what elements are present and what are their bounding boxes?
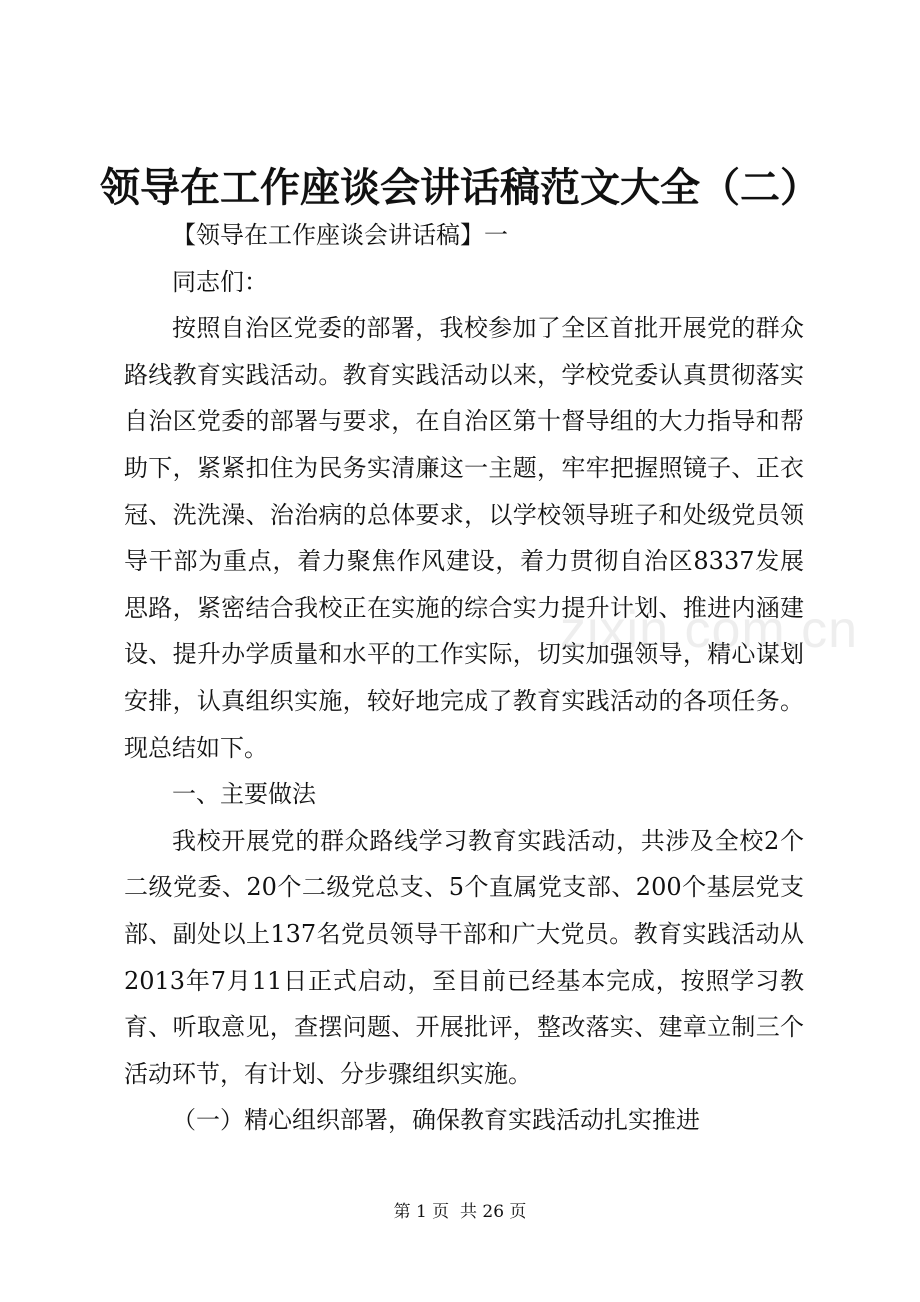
document-body bbox=[124, 212, 804, 1144]
page-number: 第 1 页 共 26 页 bbox=[393, 1202, 527, 1222]
section-heading-source: 【领导在工作座谈会讲话稿】一 bbox=[172, 221, 508, 249]
body-paragraph: 按照自治区党委的部署，我校参加了全区首批开展党的群众路线教育实践活动。教育实践活动以来，学校党委认真贯彻落实自治区党委的部署与要求，在自治区第十督导组的大力指导和帮助下，紧紧扣住为民务实清廉这一主题，牢牢把握照镜子、正衣冠、洗洗澡、治治病的总体要求，以学校领导班子和处级党员领导干部为重点，着力聚焦作风建设，着力贯彻自治区8337发展思路，紧密结合我校正在实施的综合实力提升计划、推进内涵建设、提升办学质量和水平的工作实际，切实加强领导，精心谋划安排，认真组织实施，较好地完成了教育实践活动的各项任务。现总结如下。 bbox=[124, 314, 804, 762]
salutation: 同志们： bbox=[172, 267, 268, 296]
subsection-heading: （一）精心组织部署，确保教育实践活动扎实推进 bbox=[172, 1106, 700, 1135]
document-title: 领导在工作座谈会讲话稿范文大全（二） bbox=[100, 164, 820, 211]
watermark: zixin.com.cn bbox=[560, 601, 859, 659]
page-footer bbox=[0, 1200, 920, 1224]
section-heading: 一、主要做法 bbox=[172, 780, 316, 809]
body-paragraph: 我校开展党的群众路线学习教育实践活动，共涉及全校2个二级党委、20个二级党总支、5个直属党支部、200个基层党支部、副处以上137名党员领导干部和广大党员。教育实践活动从2013年7月11日正式启动，至目前已经基本完成，按照学习教育、听取意见，查摆问题、开展批评，整改落实、建章立制三个活动环节，有计划、分步骤组织实施。 bbox=[124, 826, 804, 1088]
